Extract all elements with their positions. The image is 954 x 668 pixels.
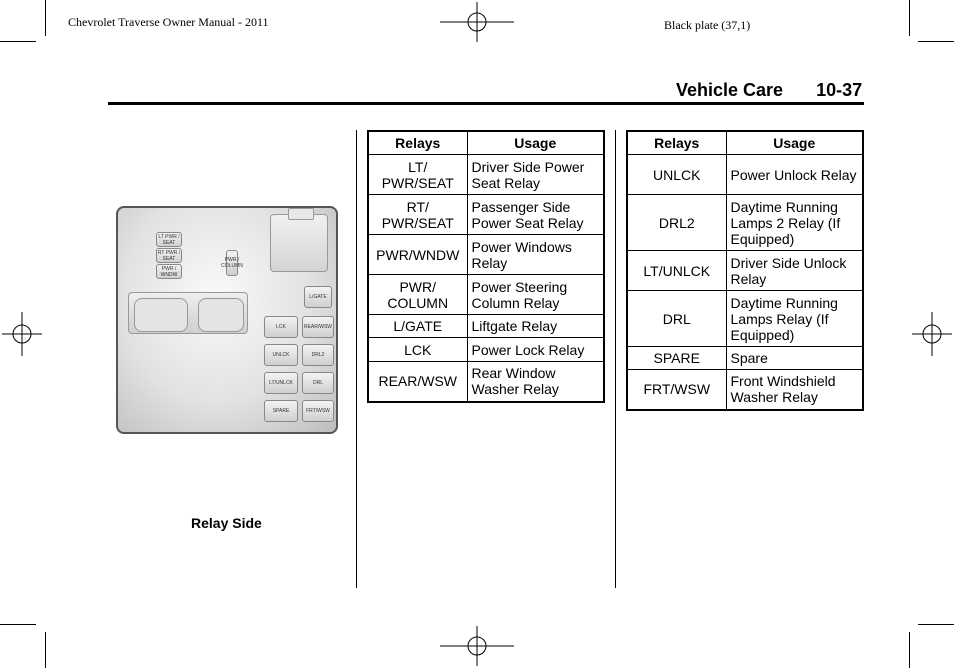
relay-cell: UNLCK [627,155,726,195]
relay-frt-wsw: FRT/WSW [302,400,334,422]
crop-mark [45,0,46,36]
header-rule [108,102,864,105]
usage-cell: Passenger Side Power Seat Relay [467,195,604,235]
relay-table-right [626,130,864,411]
relay-cell: REAR/WSW [368,362,467,402]
section-title: Vehicle Care [676,80,784,100]
manual-title: Chevrolet Traverse Owner Manual - 2011 [68,15,269,29]
relay-l-gate: L/GATE [304,286,332,308]
relay-rt-pwr-seat: RT PWR / SEAT [157,249,181,262]
relay-table-left [367,130,605,403]
table-row [627,195,863,251]
relay-lt-pwr-seat: LT PWR / SEAT [156,232,182,247]
registration-mark-left [2,312,42,356]
table-row [627,155,863,195]
column-header: Relays [627,131,726,155]
usage-cell: Power Windows Relay [467,235,604,275]
registration-mark-bottom [440,626,514,666]
relay-box-illustration [116,206,338,434]
usage-cell: Spare [726,347,863,370]
relay-cell: DRL [627,291,726,347]
usage-cell: Power Steering Column Relay [467,275,604,315]
relay-pwr-column: PWR / COLUMN [226,250,238,276]
crop-mark [909,632,910,668]
large-relay-left [134,298,188,332]
relay-cell: SPARE [627,347,726,370]
relay-spare: SPARE [264,400,298,422]
connector-tab [288,208,314,220]
connector-block [270,214,328,272]
relay-drl2: DRL2 [302,344,334,366]
relay-cell: PWR/WNDW [368,235,467,275]
table-header-row [368,131,604,155]
table-header-row [627,131,863,155]
crop-mark [918,41,954,42]
table-row [368,155,604,195]
relay-cell: FRT/WSW [627,370,726,410]
column-header: Usage [467,131,604,155]
table-row [627,347,863,370]
table-row [627,251,863,291]
table-row [368,195,604,235]
registration-mark-right [912,312,952,356]
column-header: Usage [726,131,863,155]
plate-label: Black plate (37,1) [664,18,751,32]
table-row [368,235,604,275]
registration-mark-top [440,2,514,42]
relay-cell: LCK [368,338,467,362]
crop-mark [0,41,36,42]
column-header: Relays [368,131,467,155]
table-row [627,370,863,410]
crop-mark [918,624,954,625]
relay-cell: DRL2 [627,195,726,251]
usage-cell: Daytime Running Lamps Relay (If Equipped) [726,291,863,347]
crop-mark [0,624,36,625]
usage-cell: Liftgate Relay [467,315,604,338]
large-relay-right [198,298,244,332]
figure-caption: Relay Side [191,515,262,531]
crop-mark [909,0,910,36]
relay-unlck: UNLCK [264,344,298,366]
relay-rear-wsw: REAR/WSW [302,316,334,338]
relay-cell: PWR/ COLUMN [368,275,467,315]
relay-cell: LT/UNLCK [627,251,726,291]
relay-lck: LCK [264,316,298,338]
page-number: 10-37 [816,80,863,100]
usage-cell: Driver Side Power Seat Relay [467,155,604,195]
table-row [368,338,604,362]
usage-cell: Power Unlock Relay [726,155,863,195]
usage-cell: Front Windshield Washer Relay [726,370,863,410]
usage-cell: Daytime Running Lamps 2 Relay (If Equipped) [726,195,863,251]
table-row [368,362,604,402]
relay-lt-unlck: LT/UNLCK [264,372,298,394]
usage-cell: Driver Side Unlock Relay [726,251,863,291]
usage-cell: Rear Window Washer Relay [467,362,604,402]
section-header [676,80,862,101]
relay-pwr-wndw: PWR / WNDW [156,264,182,279]
crop-mark [45,632,46,668]
column-divider [356,130,357,588]
relay-cell: LT/ PWR/SEAT [368,155,467,195]
relay-cell: L/GATE [368,315,467,338]
column-divider [615,130,616,588]
table-row [368,315,604,338]
table-row [368,275,604,315]
relay-drl: DRL [302,372,334,394]
relay-cell: RT/ PWR/SEAT [368,195,467,235]
usage-cell: Power Lock Relay [467,338,604,362]
table-row [627,291,863,347]
